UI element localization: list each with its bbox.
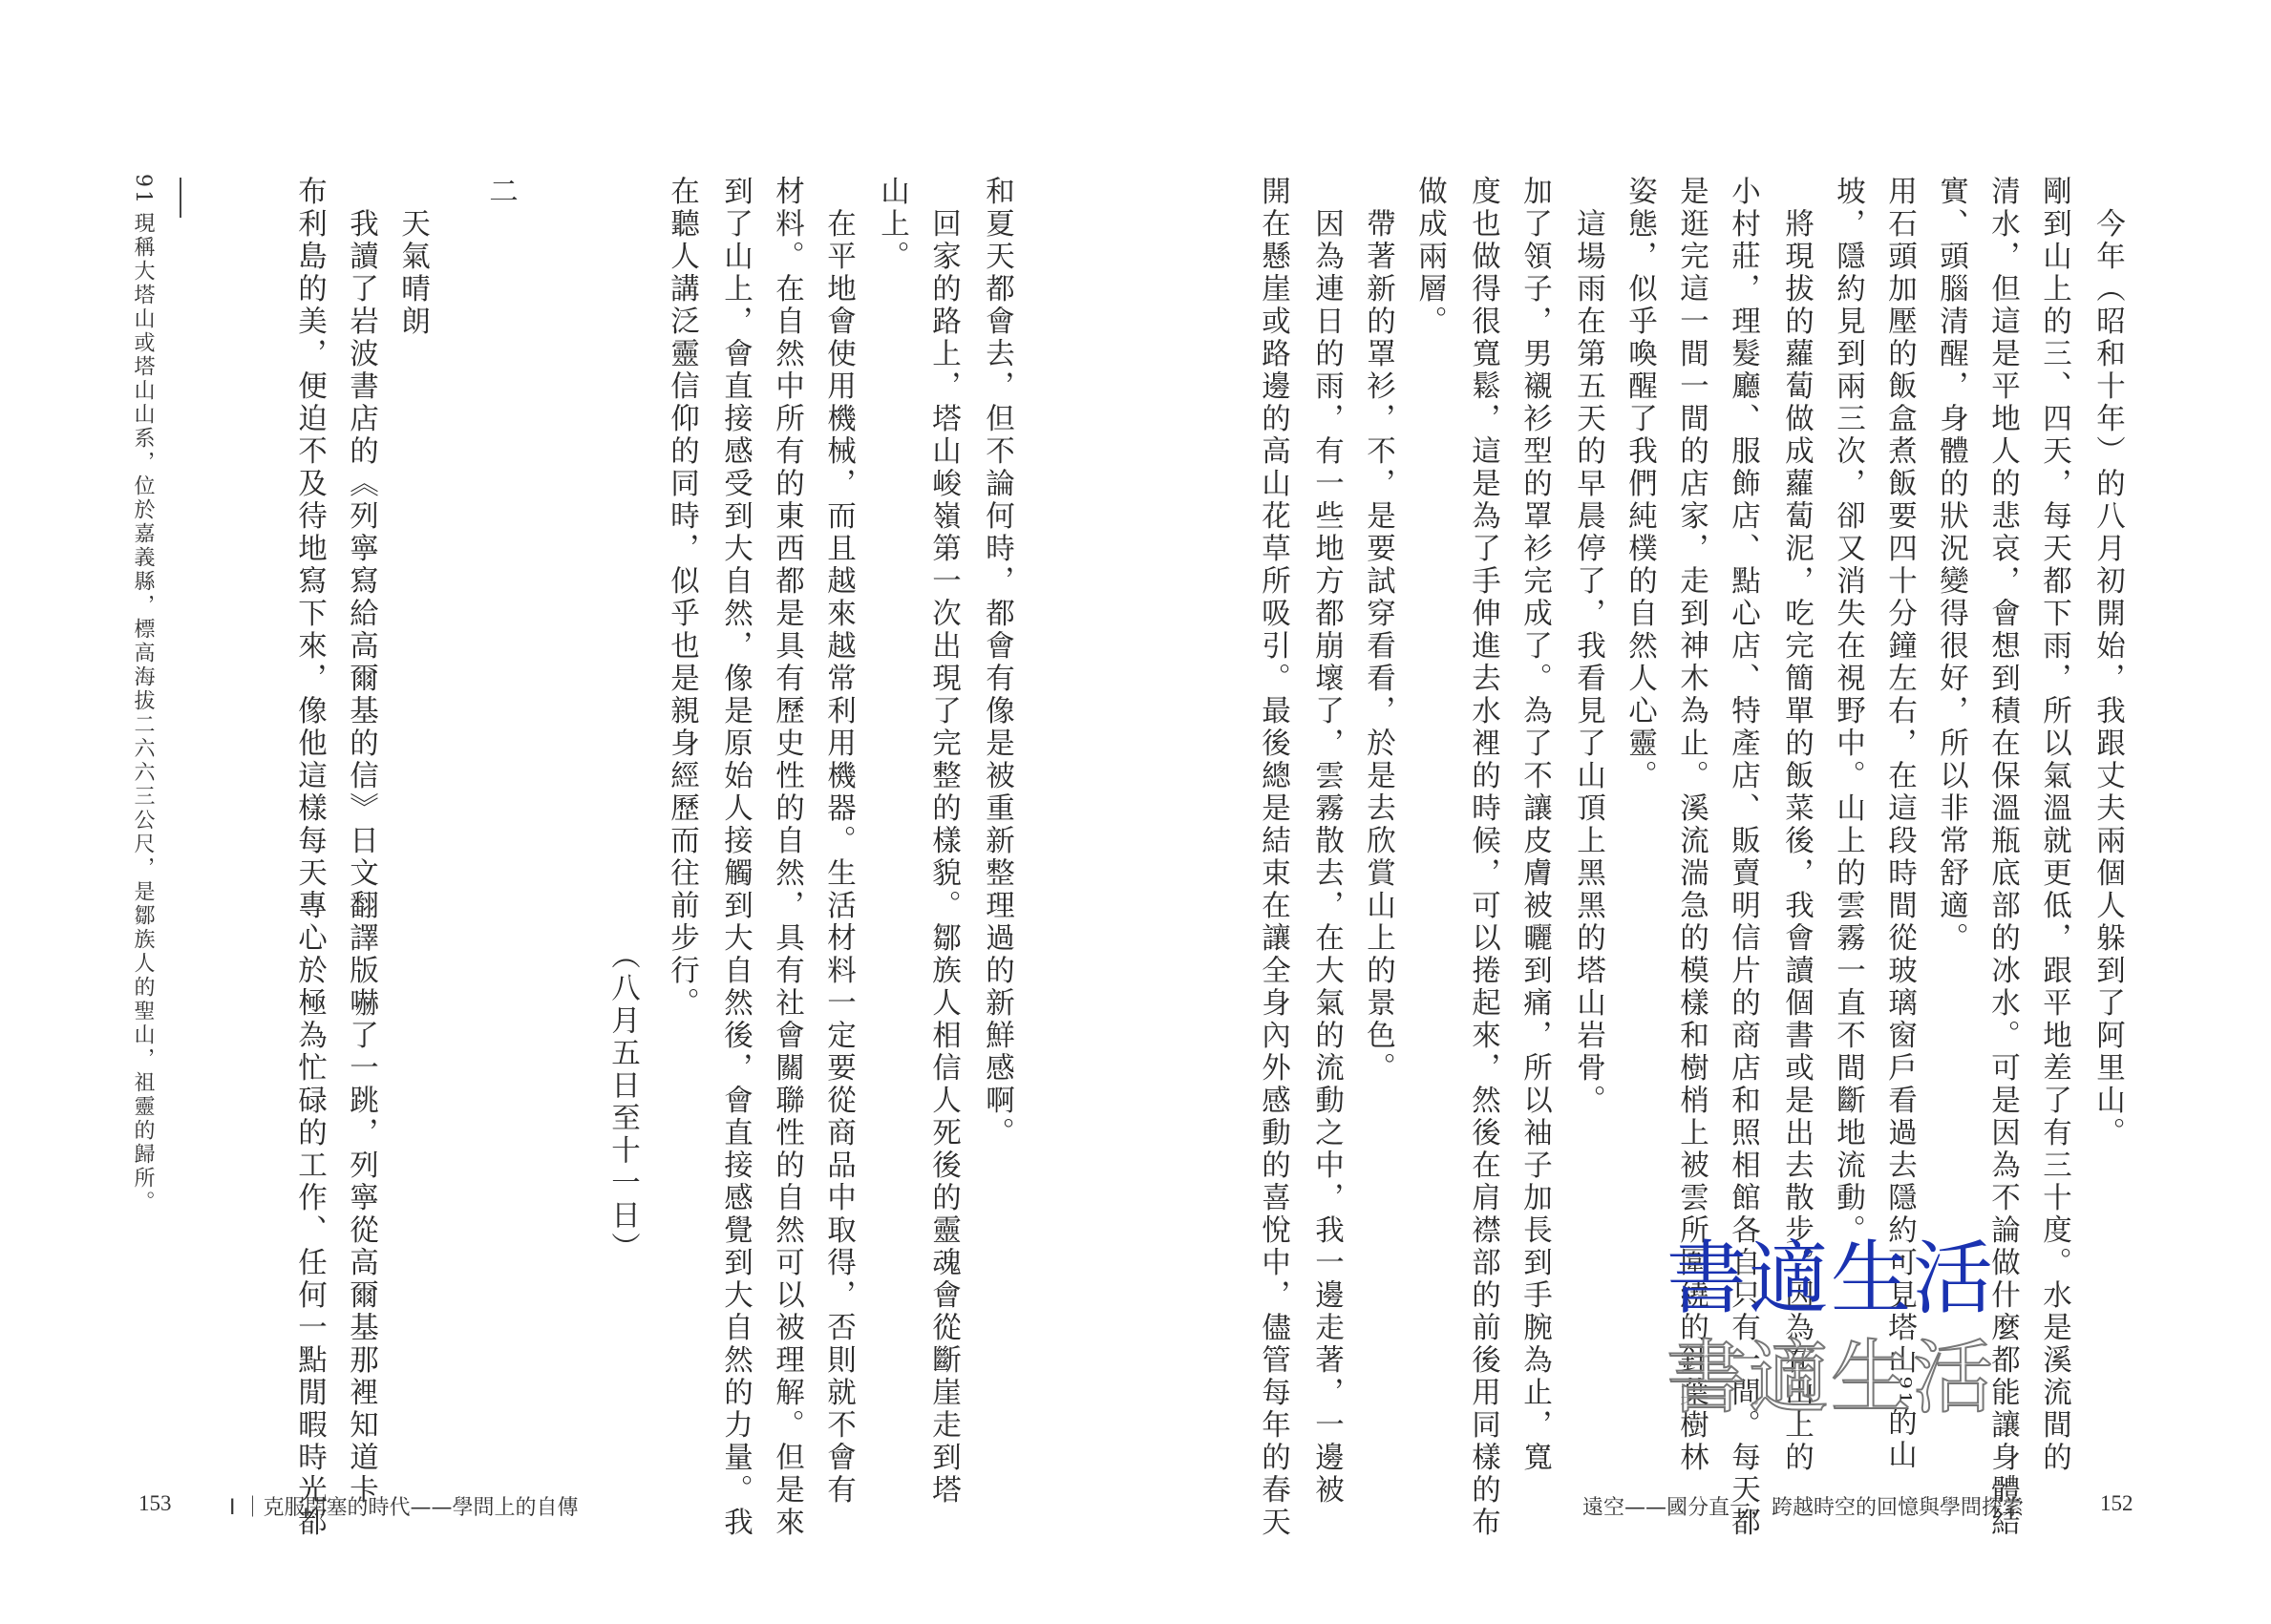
section-number: 二 [483,176,518,208]
body-column: 到了山上，會直接感受到大自然，像是原始人接觸到大自然後，會直接感覺到大自然的力量。我 [718,176,753,1539]
subheading: 天氣晴朗 [395,176,430,338]
body-column: 山上。 [875,176,909,273]
body-column: 和夏天都會去，但不論何時，都會有像是被重新整理過的新鮮感啊。 [980,176,1014,1149]
body-column: 剛到山上的三、四天，每天都下雨，所以氣溫就更低，跟平地差了有三十度。水是溪流間的 [2037,176,2071,1474]
body-column: 做成兩層。 [1412,176,1447,338]
page-number-left: 153 [138,1491,172,1515]
body-column: 將現拔的蘿蔔做成蘿蔔泥，吃完簡單的飯菜後，我會讀個書或是出去散步。因為在山上的 [1779,176,1814,1474]
footnote-text: 現稱大塔山或塔山山系，位於嘉義縣，標高海拔二六六三公尺，是鄒族人的聖山，祖靈的歸所。 [131,212,155,1214]
running-head-left: I ｜克服閉塞的時代——學問上的自傳 [229,1496,579,1520]
body-column: 加了領子，男襯衫型的罩衫完成了。為了不讓皮膚被曬到痛，所以袖子加長到手腕為止，寬 [1518,176,1552,1474]
body-column: 我讀了岩波書店的《列寧寫給高爾基的信》日文翻譯版嚇了一跳，列寧從高爾基那裡知道卡 [344,176,378,1507]
body-column: 坡，隱約見到兩三次，卻又消失在視野中。山上的雲霧一直不間斷地流動。 [1831,176,1865,1247]
body-column: 度也做得很寬鬆，這是為了手伸進去水裡的時候，可以捲起來，然後在肩襟部的前後用同樣的布 [1466,176,1500,1539]
body-column: 因為連日的雨，有一些地方都崩壞了，雲霧散去，在大氣的流動之中，我一邊走著，一邊被 [1309,176,1344,1507]
page-number-right: 152 [2100,1491,2133,1515]
footnote-rule [180,178,181,218]
body-column: 在聽人講泛靈信仰的同時，似乎也是親身經歷而往前步行。 [665,176,699,1020]
body-column: 是逛完這一間一間的店家，走到神木為止。溪流湍急的模樣和樹梢上被雲所圍繞的針葉樹林 [1674,176,1709,1474]
body-column: 今年（昭和十年）的八月初開始，我跟丈夫兩個人躲到了阿里山。 [2091,176,2125,1149]
body-column: 帶著新的罩衫，不，是要試穿看看，於是去欣賞山上的景色。 [1361,176,1395,1085]
body-column: 開在懸崖或路邊的高山花草所吸引。最後總是結束在讓全身內外感動的喜悅中，儘管每年的春天 [1256,176,1290,1539]
body-column: 在平地會使用機械，而且越來越常利用機器。生活材料一定要從商品中取得，否則就不會有 [821,176,856,1507]
body-column: 小村莊，理髮廳、服飾店、點心店、特產店、販賣明信片的商店和照相館各自只有一間。每天都 [1726,176,1760,1539]
date-note: （八月五日至十一日） [605,176,640,1265]
body-column: 回家的路上，塔山峻嶺第一次出現了完整的樣貌。鄒族人相信人死後的靈魂會從斷崖走到塔 [926,176,961,1507]
body-column: 用石頭加壓的飯盒煮飯要四十分鐘左右，在這段時間從玻璃窗戶看過去隱約可見塔山⁹¹的山 [1882,176,1917,1472]
watermark-shadow: 書適生活 [1666,1331,1996,1424]
body-column: 這場雨在第五天的早晨停了，我看見了山頂上黑黑的塔山岩骨。 [1571,176,1605,1117]
body-column: 布利島的美，便迫不及待地寫下來，像他這樣每天專心於極為忙碌的工作、任何一點閒暇時光都 [292,176,327,1539]
footnote-number: 91 [131,174,155,206]
watermark: 書適生活 [1666,1232,1996,1325]
body-column: 清水，但這是平地人的悲哀，會想到積在保溫瓶底部的冰水。可是因為不論做什麼都能讓身體結 [1985,176,2020,1539]
body-column: 姿態，似乎喚醒了我們純樸的自然人心靈。 [1623,176,1657,792]
body-column: 實、頭腦清醒，身體的狀況變得很好，所以非常舒適。 [1934,176,1968,955]
running-head-right: 遠空——國分直一，跨越時空的回憶與學問探索 [1582,1496,2025,1520]
body-column: 材料。在自然中所有的東西都是具有歷史性的自然，具有社會關聯性的自然可以被理解。但是來 [770,176,804,1539]
